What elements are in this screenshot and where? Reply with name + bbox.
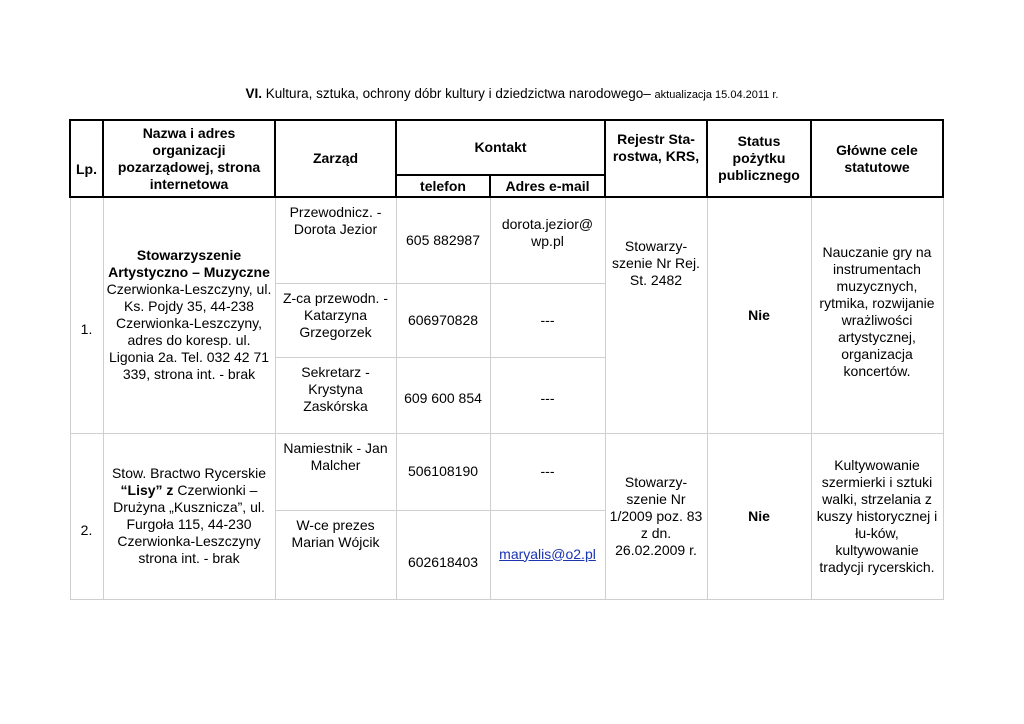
header-contact: Kontakt — [396, 120, 605, 175]
header-lp: Lp. — [70, 120, 103, 197]
row-lp-text: 2. — [80, 521, 93, 538]
org-name-c: Czerwionki – Drużyna „Kusznicza”, ul. Furgoła 115, 44-230 Czerwionka-Leszczyny strona int. - brak — [113, 482, 265, 566]
board-phone: 605 882987 — [396, 197, 490, 283]
board-person: Przewodnicz. - Dorota Jezior — [275, 197, 396, 283]
board-person: Sekretarz - Krystyna Zaskórska — [275, 357, 396, 433]
org-name-cell — [103, 197, 275, 433]
org-name-bold: Stowarzyszenie Artystyczno – Muzyczne — [108, 247, 270, 281]
header-status: Status pożytku publicznego — [707, 120, 811, 197]
board-person: Namiestnik - Jan Malcher — [275, 433, 396, 510]
org-name-rest: Czerwionka-Leszczyny, ul. Ks. Pojdy 35, 44-238 Czerwionka-Leszczyny, adres do koresp. ul. Ligonia 2a. Tel. 032 42 71 339, strona int. - brak — [106, 281, 272, 383]
board-email-cell — [490, 510, 605, 599]
status-cell: Nie — [707, 433, 811, 599]
page-title — [0, 86, 1024, 101]
board-person: W-ce prezes Marian Wójcik — [275, 510, 396, 599]
registry-cell: Stowarzy-szenie Nr Rej. St. 2482 — [605, 197, 707, 433]
goals-cell: Nauczanie gry na instrumentach muzycznych, rytmika, rozwijanie wrażliwości artystycznej, organizacja koncertów. — [811, 197, 943, 433]
title-update: aktualizacja 15.04.2011 r. — [654, 89, 779, 101]
title-main: Kultura, sztuka, ochrony dóbr kultury i dziedzictwa narodowego– — [262, 86, 655, 101]
registry-cell: Stowarzy-szenie Nr 1/2009 poz. 83 z dn. 26.02.2009 r. — [605, 433, 707, 599]
goals-cell: Kultywowanie szermierki i sztuki walki, strzelania z kuszy historycznej i łu-ków, kultywowanie tradycji rycerskich. — [811, 433, 943, 599]
row-lp-text: 1. — [80, 320, 93, 337]
header-phone: telefon — [396, 175, 490, 197]
org-name-a: Stow. Bractwo Rycerskie — [111, 465, 267, 481]
title-prefix: VI. — [245, 86, 263, 101]
org-name-b: “Lisy” z — [120, 482, 174, 498]
board-email: --- — [490, 433, 605, 510]
header-name: Nazwa i adres organizacji pozarządowej, strona internetowa — [103, 120, 275, 197]
board-email: dorota.jezior@ wp.pl — [490, 197, 605, 283]
board-phone: 609 600 854 — [396, 357, 490, 433]
row-lp — [70, 197, 103, 433]
header-goals: Główne cele statutowe — [811, 120, 943, 197]
header-registry: Rejestr Sta-rostwa, KRS, — [605, 120, 707, 197]
header-board: Zarząd — [275, 120, 396, 197]
email-link[interactable]: maryalis@o2.pl — [499, 545, 596, 562]
board-email: --- — [490, 357, 605, 433]
board-person: Z-ca przewodn. - Katarzyna Grzegorzek — [275, 283, 396, 357]
board-email: --- — [490, 283, 605, 357]
org-name-cell — [103, 433, 275, 599]
status-cell: Nie — [707, 197, 811, 433]
board-phone: 606970828 — [396, 283, 490, 357]
header-email: Adres e-mail — [490, 175, 605, 197]
organizations-table — [69, 119, 944, 600]
row-lp — [70, 433, 103, 599]
board-phone: 506108190 — [396, 433, 490, 510]
table-row — [70, 197, 943, 283]
table-row — [70, 433, 943, 510]
board-phone: 602618403 — [396, 510, 490, 599]
